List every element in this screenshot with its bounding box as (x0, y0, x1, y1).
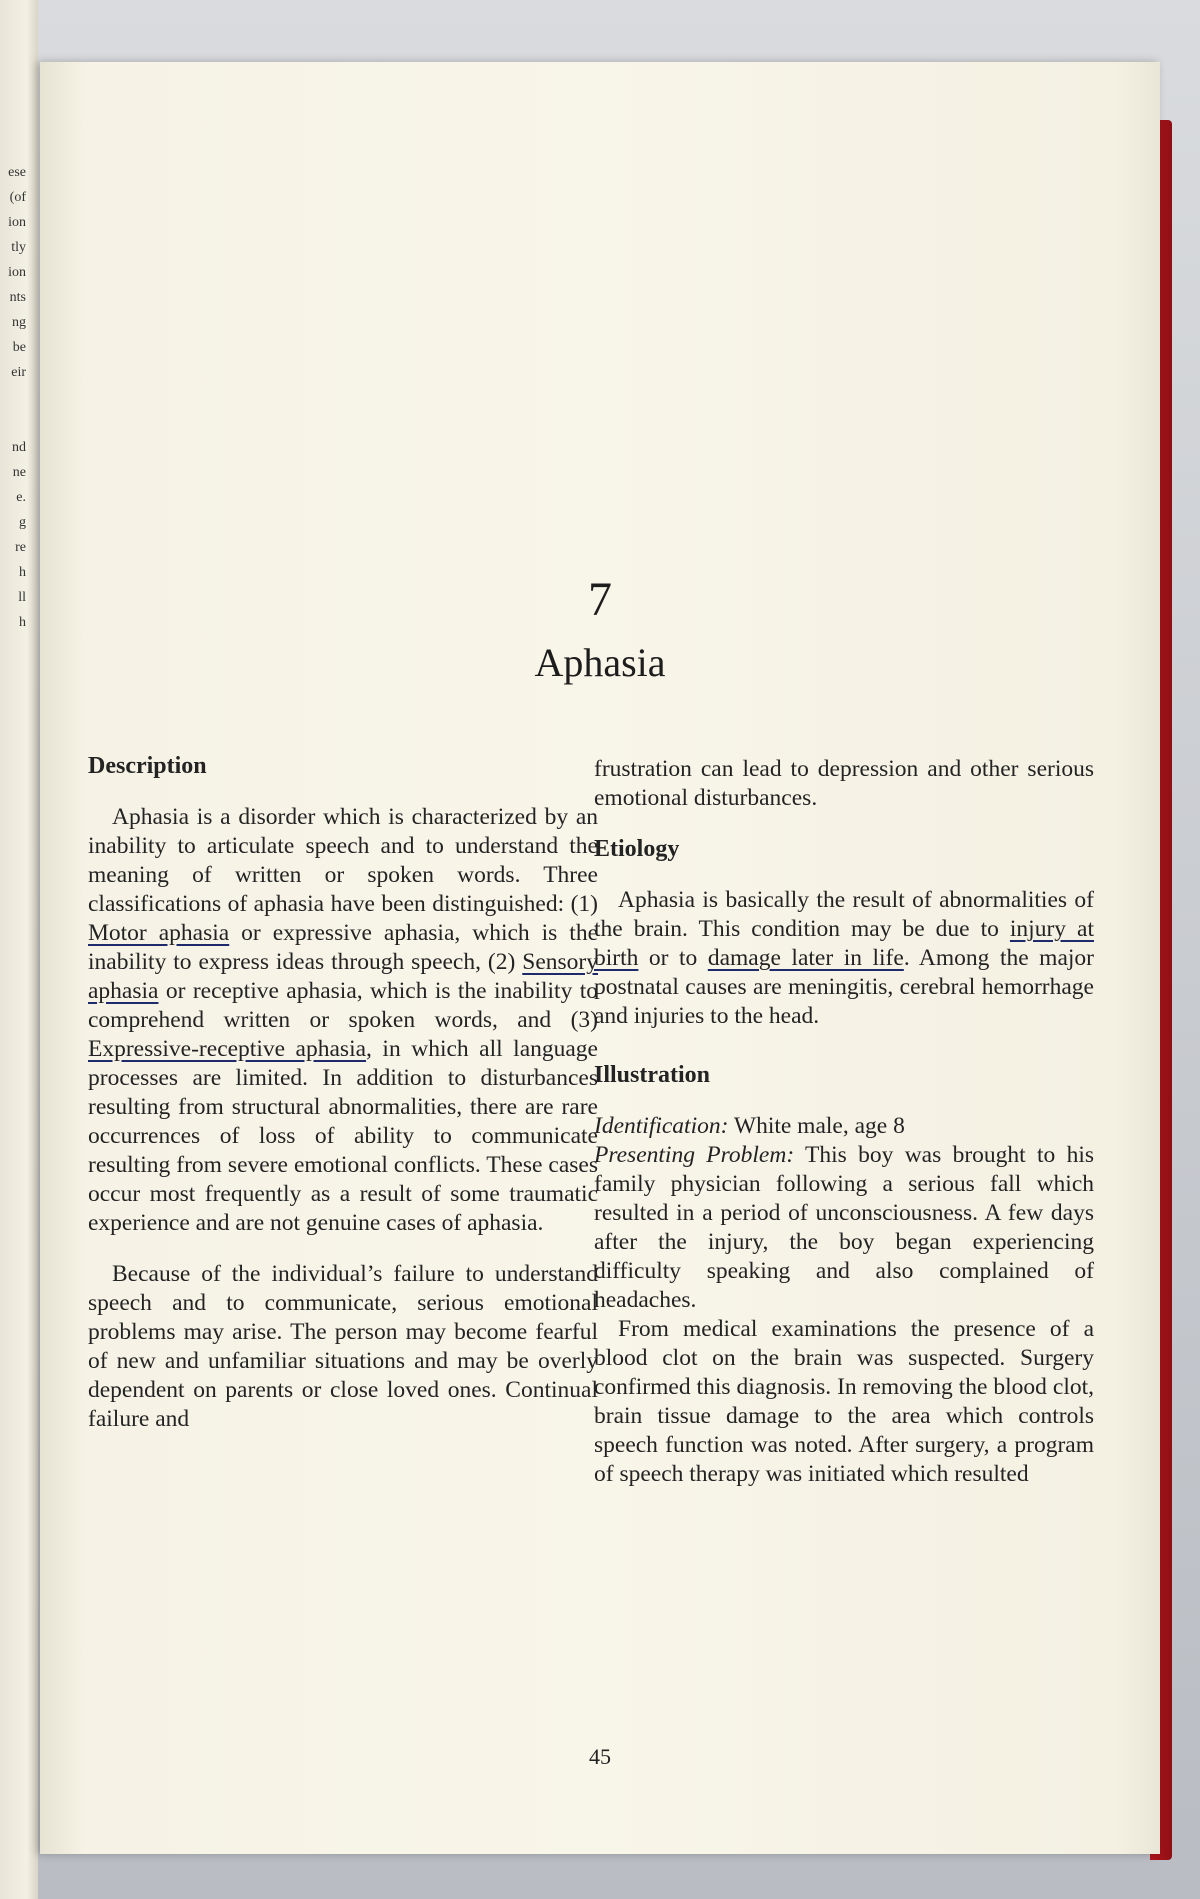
previous-page-fragment: ne (12, 465, 26, 480)
etiology-paragraph: Aphasia is basically the result of abnormalities of the brain. This condition may be due to injury at birth or to damage later in life. Among the major postnatal causes are meningitis, cerebral hemorrhage and injuries to the head. (594, 887, 1095, 1029)
identification-label: Identification: (594, 1113, 729, 1139)
previous-page-fragment: ion (8, 215, 26, 230)
description-paragraph-1: Aphasia is a disorder which is characterized by an inability to articulate speech and to understand the meaning of written or spoken words. Three classifications of aphasia have been distinguished: (1) Motor aphasia or expressive aphasia, which is the inability to express ideas through speech, (2) Sensory aphasia or receptive aphasia, which is the inability to comprehend written or spoken words, and (3) Expressive-receptive aphasia, in which all language processes are limited. In addition to disturbances resulting from structural abnormalities, there are rare occurrences of loss of ability to communicate resulting from severe emotional conflicts. These cases occur most frequently as a result of some traumatic experience and are not genuine cases of aphasia. (88, 804, 598, 1236)
chapter-title: Aphasia (534, 640, 666, 685)
previous-page-text-fragments (0, 160, 26, 635)
previous-page-fragment: nts (9, 290, 26, 305)
previous-page-fragment: ion (8, 265, 26, 280)
description-paragraph-2-continued: frustration can lead to depression and other serious emotional disturbances. (594, 756, 1094, 811)
underlined-phrase-injury-at-birth: injury at birth (594, 916, 1095, 971)
previous-page-fragment: h (19, 565, 26, 580)
underlined-term-expressive-receptive-aphasia: Expressive-receptive aphasia (88, 1036, 367, 1062)
previous-page-fragment: h (19, 615, 26, 630)
previous-page-fragment: re (15, 540, 26, 555)
previous-page-fragment: e. (16, 490, 26, 505)
page-number: 45 (589, 1744, 611, 1769)
previous-page-fragment: ll (18, 590, 26, 605)
previous-page-edge (0, 0, 38, 1899)
previous-page-fragment: tly (11, 240, 26, 255)
presenting-problem-paragraph: Presenting Problem: This boy was brought to his family physician following a serious fall which resulted in a period of unconsciousness. A few days after the injury, the boy began experiencing difficulty speaking and also complained of headaches. (594, 1142, 1095, 1313)
illustration-heading: Illustration (594, 1062, 711, 1088)
description-heading: Description (88, 753, 207, 779)
previous-page-fragment: (of (9, 190, 26, 205)
previous-page-fragment (0, 410, 26, 435)
previous-page-fragment (0, 385, 26, 410)
underlined-phrase-damage-later-in-life: damage later in life (707, 945, 904, 971)
presenting-problem-label: Presenting Problem: (594, 1142, 795, 1168)
chapter-number: 7 (588, 573, 612, 626)
right-column (594, 755, 1094, 1489)
book-page (40, 62, 1160, 1854)
previous-page-fragment: g (19, 515, 26, 530)
underlined-term-sensory-aphasia: Sensory aphasia (88, 949, 598, 1004)
previous-page-fragment: eir (11, 365, 26, 380)
underlined-term-motor-aphasia: Motor aphasia (88, 920, 230, 946)
left-column (88, 752, 598, 1434)
previous-page-fragment: ese (8, 165, 26, 180)
identification-line: Identification: White male, age 8 (594, 1113, 905, 1139)
illustration-paragraph-2: From medical examinations the presence of a blood clot on the brain was suspected. Surgery confirmed this diagnosis. In removing the blood clot, brain tissue damage to the area which controls speech function was noted. After surgery, a program of speech therapy was initiated which resulted (594, 1316, 1094, 1487)
previous-page-fragment: be (12, 340, 26, 355)
etiology-heading: Etiology (594, 836, 680, 862)
description-paragraph-2: Because of the individual’s failure to understand speech and to communicate, serious emotional problems may arise. The person may become fearful of new and unfamiliar situations and may be overly dependent on parents or close loved ones. Continual failure and (88, 1261, 598, 1432)
previous-page-fragment: ng (12, 315, 26, 330)
previous-page-fragment: nd (12, 440, 26, 455)
